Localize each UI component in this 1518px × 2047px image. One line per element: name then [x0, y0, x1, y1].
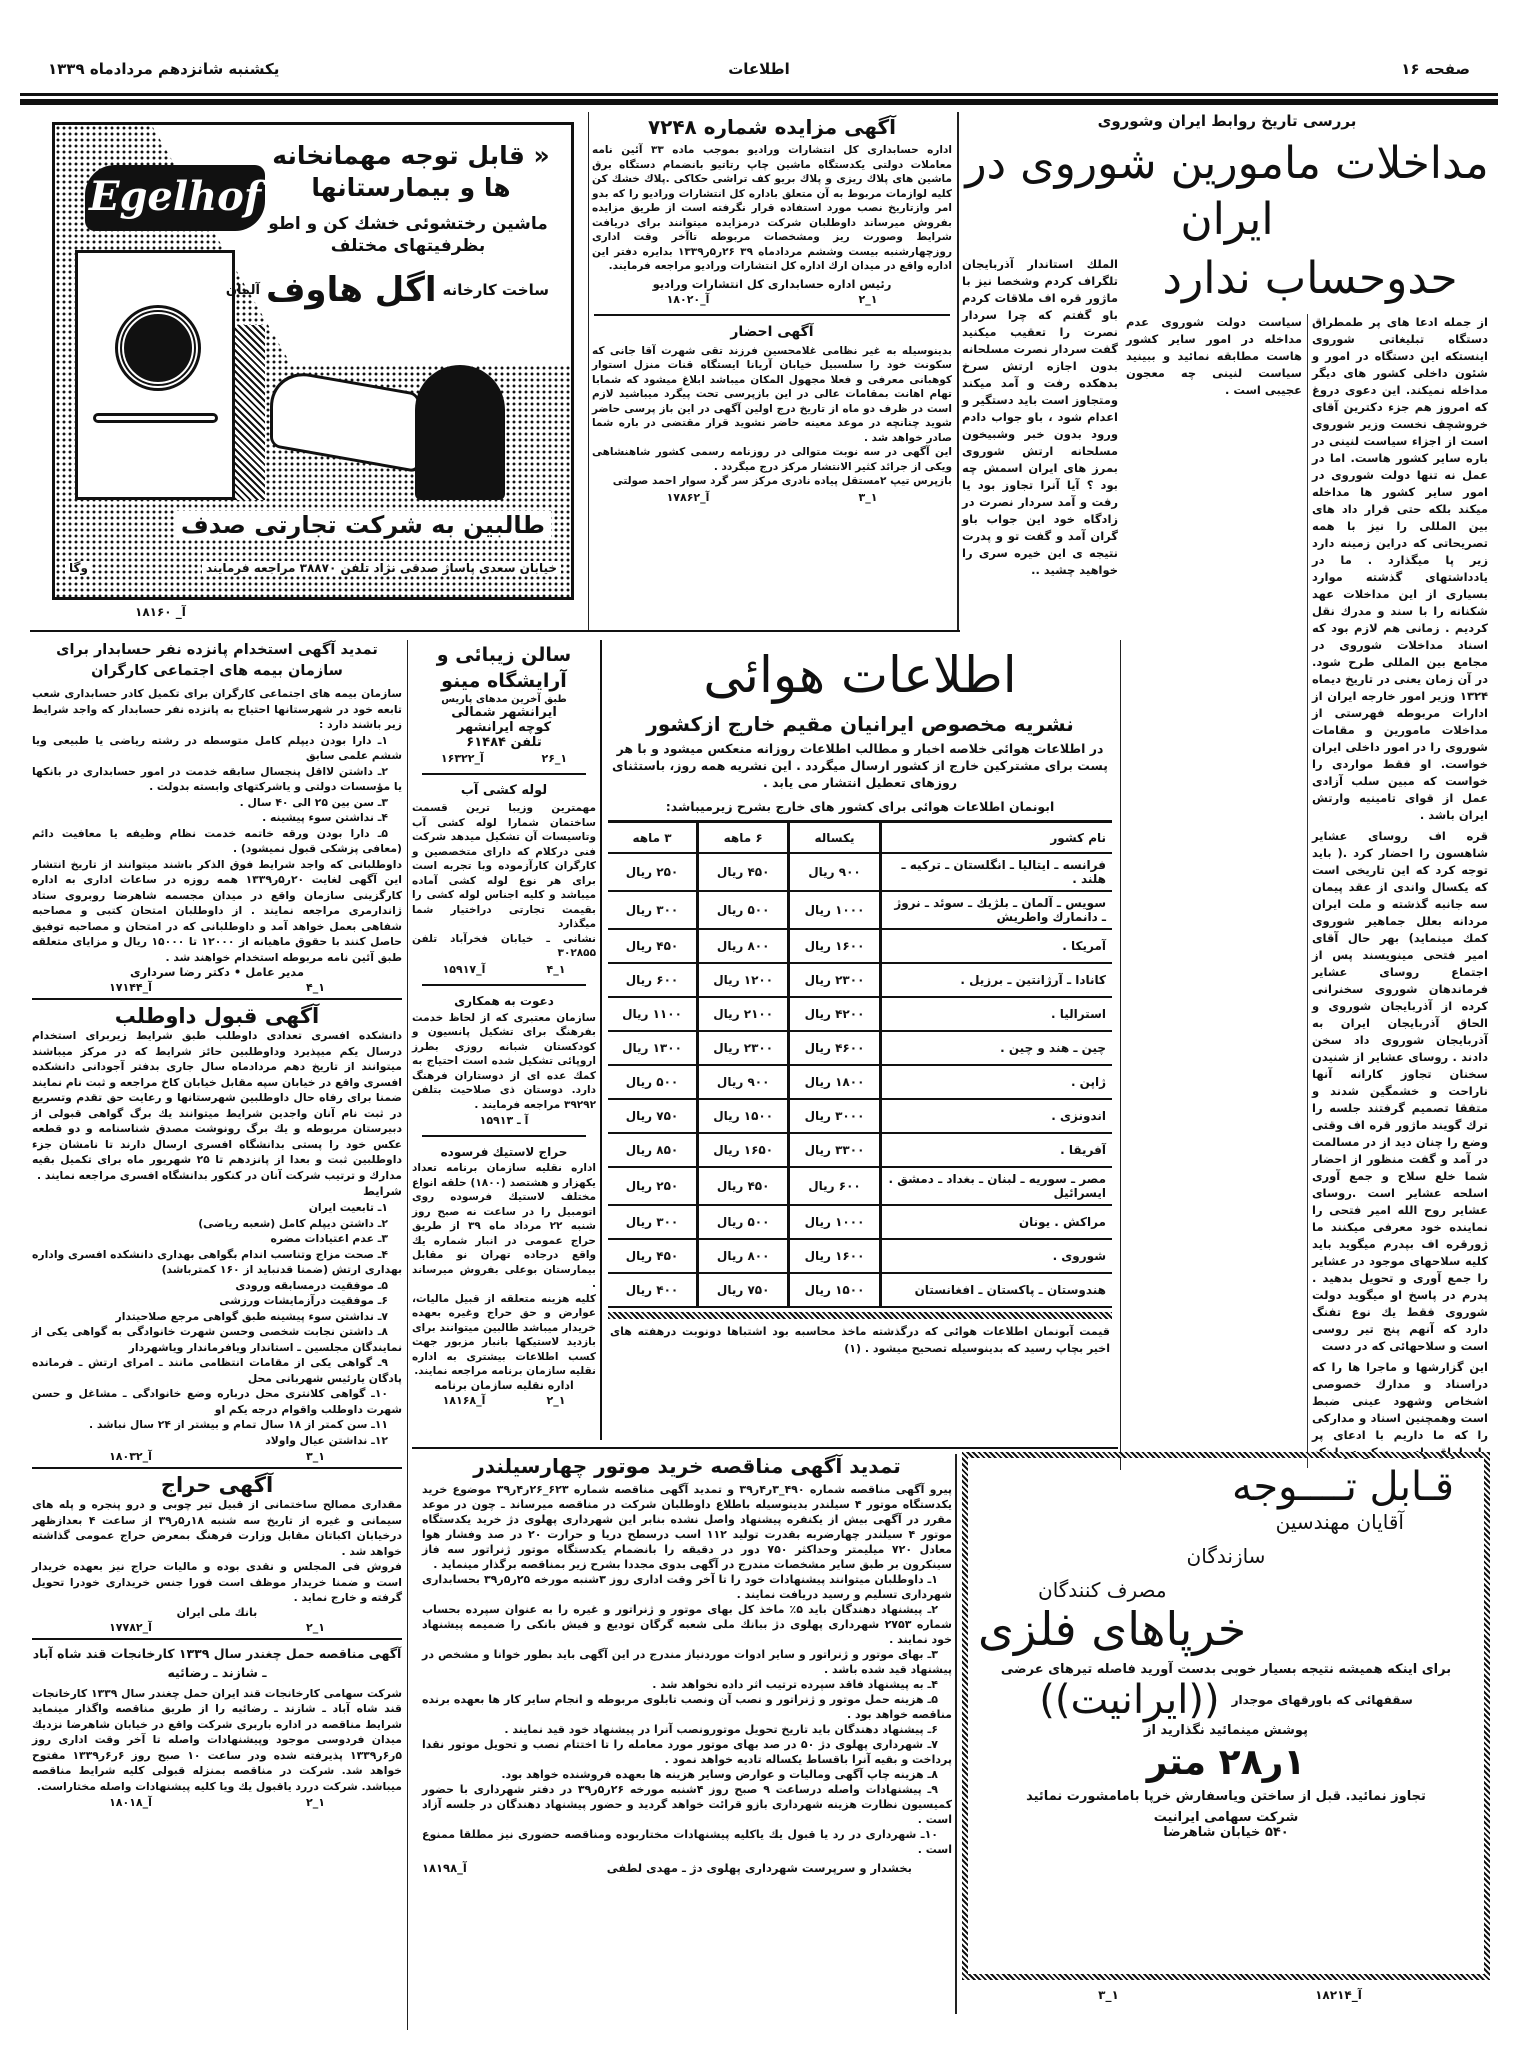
rate-cell: ۵۰۰ ریال [698, 891, 789, 929]
plumbing-title: لوله کشی آب [460, 783, 548, 798]
rates-row [608, 929, 1112, 963]
article-column-3 [962, 256, 1118, 579]
rates-table [608, 820, 1112, 1308]
ad-run: ۱_۲ [306, 1620, 325, 1634]
rate-cell: ۸۵۰ ریال [608, 1133, 698, 1167]
iranite-product: خرپاهای فلزی [978, 1602, 1247, 1656]
rate-cell: ۲۳۰۰ ریال [698, 1031, 789, 1065]
country-cell: آمریکا . [880, 929, 1112, 963]
ad-code: آ ـ ۱۵۹۱۳ [479, 1114, 529, 1127]
issue-date: یکشنبه شانزدهم مردادماه ۱۳۳۹ [48, 60, 280, 78]
rate-cell: ۵۰۰ ریال [608, 1065, 698, 1099]
auction-body: اداره حسابداری کل انتشارات ورادیو بموجب ماده ۳۳ آئین نامه معاملات دولتی یکدستگاه ماشین چاپ رتاتیو بانضمام دستگاه برق ماشین های پلاك ریزی و پلاك بریو کف تراشی حکاکی .پلاك خشك کن کلیه لوازمات مربوط به آن متعلق باداره کل انتشارات ورادیو را که بدو امر وازتاریخ نصب مورد استفاده قرار نگرفته است از طریق مزایده بفروش میرساند داوطلبان شرکت درمزایده میتوانند برای دریافت شرایط وصورت ریز ومشخصات مربوطه تاآخر وقت اداری روزچهارشنبه بیست وششم مردادماه ۳۹ ۲۶ر۵ر۱۳۳۹ بدایره دفتر این اداره واقع در میدان ارك اداره کل انتشارات ورادیو مراجعه فرمایند. [592, 144, 953, 272]
shadow-hatching [235, 325, 265, 500]
rate-cell: ۱۳۰۰ ریال [608, 1031, 698, 1065]
rate-cell: ۴۲۰۰ ریال [789, 997, 880, 1031]
ad-run: ۱_۳ [858, 490, 878, 504]
list-item: ۲ـ داشتن لااقل پنجسال سابقه خدمت در امور حسابداری در بانکها یا مؤسسات دولتی و یاشرکتهای وابسته بدولت . [32, 764, 402, 793]
country-cell: کانادا ـ آرژانتین ـ برزیل . [880, 963, 1112, 997]
iranite-ref [1000, 1988, 1460, 2002]
maker-name: اگل هاوف [265, 270, 437, 310]
list-item: ۴ـ نداشتن سوء پیشینه . [262, 811, 388, 824]
motor-title: تمدید آگهی مناقصه خرید موتور چهارسیلندر [473, 1454, 901, 1478]
rates-row [608, 1239, 1112, 1273]
summons-signature: بازپرس تیپ ۲مستقل پیاده نادری مرکز سر گرد سوار احمد صولتی [612, 475, 952, 487]
rate-cell: ۱۸۰۰ ریال [789, 1065, 880, 1099]
rate-cell: ۹۰۰ ریال [698, 1065, 789, 1099]
country-cell: چین ـ هند و چین . [880, 1031, 1112, 1065]
rate-cell: ۴۵۰ ریال [608, 1239, 698, 1273]
havaei-subtitle: نشریه مخصوص ایرانیان مقیم خارج ازکشور [646, 712, 1074, 736]
rate-cell: ۴۵۰ ریال [608, 929, 698, 963]
middle-top-notices [592, 115, 952, 504]
maker-label: ساخت کارخانه [442, 281, 549, 299]
rates-row [608, 1273, 1112, 1307]
rates-row [608, 997, 1112, 1031]
cooperation-title: دعوت به همکاری [454, 993, 554, 1008]
hiring-body: سازمان بیمه های اجتماعی کارگران برای تکمیل کادر حسابداری شعب تابعه خود در شهرستانها احتیاج به پانزده نفر حسابدار که واجد شرایط زیر باشند دارد : [32, 687, 402, 731]
list-item: ۱۲ـ نداشتن عیال واولاد [265, 1433, 388, 1447]
list-item: ۱۱ـ سن کمتر از ۱۸ سال تمام و بیشتر از ۲۴ سال نباشد . [88, 1418, 388, 1431]
iranite-line: آقایان مهندسین [1275, 1510, 1404, 1534]
iranite-company: شرکت سهامی ایرانیت [1153, 1810, 1299, 1825]
motor-body: پیرو آگهی مناقصه شماره ۴۹۰_۳ر۴ر۳۹ و تمدید آگهی مناقصه شماره ۶۲۳_۲۶ر۴ر۳۹ موضوع خرید یکدستگاه موتور ۴ سیلندر بدینوسیله باطلاع داوطلبان شرکت در مناقصه میرساند ـ چون در موعد مقرر در آگهی بیش از یکنفره پیشنهاد واصل نشده بنابر این شهرداری پهلوی دژ خرید یکدستگاه موتور ۴ سیلندر چهارضربه بقدرت تولید ۱۱۲ اسب درسطح دریا و حرارت ۲۰ در صد وفشار هوا معادل ۷۲۰ میلیمتر وحداکثر ۷۵۰ دور در دقیقه را بانضمام یکدستگاه موتور ژنراتور سه فاز سینکرون بر طبق سایر مشخصات مندرج در آگهی بدوی مجددا بشرح زیر بمناقصه برگذار مینماید . [422, 1483, 953, 1571]
ad-run: ۱_۳ [306, 1450, 325, 1463]
list-item: ۵ـ هزینه حمل موتور و ژنراتور و نصب آن ونصب تابلوی مربوطه و انجام سایر کار ها بعهده برنده مناقصه خواهد بود . [422, 1693, 952, 1721]
plumbing-body: مهمترین وزیبا ترین قسمت ساختمان شمارا لوله کشی آب وتاسیسات آن تشکیل میدهد شرکت فنی درکلام که دارای متخصصین و کارگران کارآزموده وبا تجربه است برای هر نوع لوله کشی آماده میباشد و کلیه اجناس لوله کشی را بقیمت تجارتی دراختیار شما میگذارد [412, 802, 596, 930]
rates-row [608, 853, 1112, 891]
iranite-line: سقفهائی که باورقهای موجدار [1231, 1693, 1413, 1707]
country-cell: ژاپن . [880, 1065, 1112, 1099]
summons-title: آگهی احضار [730, 323, 814, 340]
ad-code: آ_۱۷۱۴۴ [109, 981, 152, 994]
egelhof-advertisement [52, 122, 574, 600]
rate-cell: ۱۱۰۰ ریال [608, 997, 698, 1031]
iranite-line: پوشش مینمائید نگذارید از [1144, 1723, 1308, 1738]
salon-line: کوچه ایرانشهر [456, 720, 552, 735]
rate-cell: ۲۵۰ ریال [608, 1167, 698, 1205]
article-kicker: بررسی تاریخ روابط ایران وشوروی [1097, 112, 1357, 130]
salon-phone: تلفن ۶۱۴۸۴ [466, 735, 542, 750]
article-paragraph: الملك استاندار آذربایجان تلگراف کردم وشخصا نیز با ماژور قره اف ملاقات کردم باو گفتم که چرا سردار نصرت را تعقیب میکنید گفت سردار نصرت مسلحانه بدون اجازه ارتش سرخ بدهکده رفت و آمد میکند ومتجاوز است باید دستگیر و اعدام شود ، باو جواب دادم ورود بدون خبر وشبیخون مسلحانه ارتش شوروی بمرز های ایران اسمش چه بود ؟ آیا آنرا تجاوز بود یا رفت و آمد سردار نصرت در زادگاه خود این جواب باو گران آمد و گفت تو و پدرت نتیجه ی این خیره سری را خواهید چشید .. [962, 257, 1118, 577]
havaei-rates-intro: ابونمان اطلاعات هوائی برای کشور های خارج بشرح زیرمیباشد: [665, 799, 1055, 814]
rate-cell: ۱۵۰۰ ریال [789, 1273, 880, 1307]
article-headline: مداخلات مامورین شوروی در ایران [965, 138, 1489, 245]
havaei-title: اطلاعات هوائی [703, 646, 1017, 704]
article-paragraph: این گزارشها و ماجرا ها را که دراسناد و مدارك خصوصی اشخاص وشهود عینی ضبط است وهمچنین اسناد و مدارکی را که ما داریم با ادعای پر طمطراق رادیو مسکو در اینکه سیاست دولت شوروی عدم مداخله در امور سایر کشور هاست مطابقه نمائید و ببینید سیاست لنینی چه معجون عجیبی است . [1126, 315, 1488, 1459]
summons-body-2: این آگهی در سه نوبت متوالی در روزنامه رسمی کشور شاهنشاهی ویکی از جرائد کثیر الانتشار مرکز درج میگردد . [592, 446, 952, 473]
country-cell: مراکش . یونان [880, 1205, 1112, 1239]
country-cell: سویس ـ آلمان ـ بلژیك ـ سوئد ـ نروژ ـ دانمارك واطریش [880, 891, 1112, 929]
agency-mark: وگا [65, 561, 92, 575]
egelhof-footer [65, 561, 561, 575]
ad-code: آ_۱۸۱۶۸ [442, 1393, 486, 1407]
ad-code: آ_۱۶۳۲۲ [440, 752, 484, 765]
country-cell: فرانسه ـ ایتالیا ـ انگلستان ـ ترکیه ـ هلند . [880, 853, 1112, 891]
list-item: ۲ـ پیشنهاد دهندگان باید ۵٪ ماخذ کل بهای موتور و ژنراتور و غیره را به عنوان سپرده بحساب شماره ۲۷۵۳ شهرداری پهلوی دژ ببانك ملی شعبه گرگان تودیع و فیش بانکی را ضمیمه پیشنهاد خود نمایند . [422, 1603, 952, 1646]
ad-run: ۱_۴ [306, 981, 325, 994]
havaei-intro: در اطلاعات هوائی خلاصه اخبار و مطالب اطلاعات روزانه منعکس میشود و با هر پست برای مشترکین خارج از کشور ارسال میگردد . این نشریه همه روز، باستثنای روزهای تعطیل انتشار می یابد . [612, 741, 1108, 790]
iranite-advertisement [962, 1452, 1490, 1980]
iranite-line: سازندگان [1186, 1544, 1266, 1568]
beet-title: آگهی مناقصه حمل چغندر سال ۱۳۳۹ کارخانجات قند شاه آباد ـ شازند ـ رضائیه [32, 1645, 402, 1680]
article-columns [1126, 314, 1488, 1468]
masthead: اطلاعات [728, 60, 790, 78]
rate-cell: ۱۶۰۰ ریال [789, 1239, 880, 1273]
rates-column-header: یکساله [789, 823, 880, 853]
egelhof-maker [226, 270, 549, 310]
rate-cell: ۳۰۰۰ ریال [789, 1099, 880, 1133]
country-cell: آفریقا . [880, 1133, 1112, 1167]
egelhof-address: خیابان سعدی پاساژ صدقی نژاد تلفن ۳۸۸۷۰ مراجعه فرمایند [202, 561, 561, 575]
rates-row [608, 891, 1112, 929]
rate-cell: ۱۰۰۰ ریال [789, 1205, 880, 1239]
rate-cell: ۷۵۰ ریال [608, 1099, 698, 1133]
hiring-title: تمدید آگهی استخدام پانزده نفر حسابدار برای سازمان بیمه های اجتماعی کارگران [56, 642, 378, 679]
iranite-brand: ((ایرانیت)) [1039, 1677, 1220, 1723]
rates-column-header: ۳ ماهه [608, 823, 698, 853]
article-subheadline: حدوحساب ندارد [1162, 253, 1458, 304]
list-item: ۷ـ نداشتن سوء پیشینه طبق گواهی مرجع صلاحیتدار [115, 1309, 388, 1323]
left-column [32, 640, 402, 1809]
conditions-label: شرایط [362, 1184, 402, 1198]
list-item: ۷ـ شهرداری پهلوی دژ ۵۰ در صد بهای موتور مورد معامله را تا اختتام نصب و تحویل موتور نقدا پرداخت و بقیه آنرا باقساط یکساله تادیه خواهد نمود . [422, 1738, 952, 1766]
auction-title: آگهی مزایده شماره ۷۲۴۸ [647, 115, 897, 139]
ironing-machine-body [415, 365, 505, 500]
small-ads-column [412, 642, 596, 1407]
ad-code: آ_۱۸۰۳۲ [109, 1450, 152, 1463]
egelhof-headline: « قابل توجه مهمانخانه ها و بیمارستانها [272, 141, 550, 202]
ad-run: ۱_۲ [546, 1393, 566, 1407]
iranite-line: تجاوز نمائید. قبل از ساختن ویاسفارش خرپا بامامشورت نمائید [1026, 1789, 1426, 1804]
rate-cell: ۵۰۰ ریال [698, 1205, 789, 1239]
rate-cell: ۳۰۰ ریال [608, 1205, 698, 1239]
list-item: ۳ـ عدم اعتیادات مضره [270, 1232, 388, 1245]
tires-body-2: کلیه هزینه متعلقه از قبیل مالیات، عوارض و حق حراج وغیره بعهده خریدار میباشد طالبین میتوانند برای بازدید لاستیکها بانبار مزبور جهت کسب اطلاعات بیشتری به اداره نقلیه سازمان برنامه مراجعه نمایند. [412, 1292, 596, 1377]
rates-row [608, 1031, 1112, 1065]
divider [594, 314, 950, 316]
rates-row [608, 1167, 1112, 1205]
maker-country: آلمان [225, 282, 260, 298]
havaei-subscription-box [600, 640, 1118, 1440]
rate-cell: ۸۰۰ ریال [698, 1239, 789, 1273]
country-cell: اندونزی . [880, 1099, 1112, 1133]
ironing-machine-illustration [270, 367, 420, 473]
header-rule-thick [20, 99, 1498, 105]
list-item: ۱ـ داوطلبان میتوانند پیشنهادات خود را تا آخر وقت اداری روز ۳شنبه مورخه ۲۵ر۵ر۳۹ بحسابداری شهرداری تسلیم و رسید دریافت نمایند . [422, 1573, 952, 1601]
ad-code: آ_۱۷۸۶۲ [666, 490, 710, 504]
rate-cell: ۳۳۰۰ ریال [789, 1133, 880, 1167]
tires-title: حراج لاستیك فرسوده [440, 1145, 568, 1159]
rate-cell: ۷۵۰ ریال [698, 1273, 789, 1307]
article-paragraph: قره اف روسای عشایر شاهسون را احضار کرد .( باید توجه کرد که این تاریخی است که یکسال واندی از عقد پیمان سه جانبه گذشته و ملت ایران مردانه بعلل جماهیر شوروی کمك مینماید) بهر حال آقای امیر فتحی مینویسند پس از اجتماع روسای عشایر فرماندهان شوروی سخنرانی کرده از آذربایجان شوروی و الحاق آذربایجان ایران به آذربایجان شوروی داد سخن دادند . روسای عشایر از شنیدن سخنان تجاوز کارانه آنها ناراحت و خشمگین شدند و متفقا تصمیم گرفتند جلسه را ترك گویند ماژور قره اف وقتی وضع را چنان دید از در مسالمت در آمد و گفت منظور از احضار شما خلع سلاح و جمع آوری اسلحه عشایر است .روسای عشایر روح الله امیر فتحی را نماینده خود معرفی میکنند ما ژورقره اف بپدرم میگوید باید کلیه سلاحهای موجود در عشایر را جمع آوری و تحویل بدهید . پدرم در پاسخ او میگوید دولت شوروی فقط یك نوع تفنگ دارد که آنهم پنج تیر روسی است و سلاحهائی که در دست [1312, 829, 1488, 1353]
list-item: ۱ـ تابعیت ایران [308, 1201, 388, 1214]
rate-cell: ۴۶۰۰ ریال [789, 1031, 880, 1065]
ad-code: آ_۱۸۰۱۸ [109, 1796, 152, 1809]
volunteer-body: دانشکده افسری تعدادی داوطلب طبق شرایط زیربرای استخدام درسال یکم میپذیرد وداوطلبین حائز شرایط که در مرکز میباشند میتوانند از تاریخ دهم مردادماه سال جاری بدفتر آجودانی دانشکده افسری واقع در خیابان سپه مقابل خیابان کاخ مراجعه و ثبت نام نمایند ضمنا برای رفاه حال داوطلبین شهرستانها و رعایت حق تقدم وتسریع در ثبت نام آنان واجدین شرایط میتوانند یك برگ گواهی قبولی از دبیرستان مربوطه و یك برگ رونوشت مصدق شناسنامه و دو قطعه عکس خود را پستی بدانشگاه افسری ارسال دارند تا نامشان جزء داوطلبین ثبت و بعدا از پانزدهم تا ۲۵ شهریور ماه برای تکمیل بقیه مدارك و ترتیب شرکت آنان در کنکور بدانشگاه افسری مراجعه نمایند . [32, 1029, 402, 1182]
list-item: ۵ـ موفقیت درمسابقه ورودی [235, 1278, 388, 1292]
main-article [962, 112, 1492, 248]
rate-cell: ۱۶۵۰ ریال [698, 1133, 789, 1167]
summons-notice [592, 324, 952, 504]
rates-row [608, 1099, 1112, 1133]
rate-cell: ۹۰۰ ریال [789, 853, 880, 891]
auction-signature: رئیس اداره حسابداری کل انتشارات ورادیو [652, 276, 892, 291]
rates-column-header: نام کشور [880, 823, 1112, 853]
iranite-address: ۵۴۰ خیابان شاهرضا [1163, 1825, 1289, 1840]
list-item: ۱ـ دارا بودن دیپلم کامل متوسطه در رشته ریاضی یا طبیعی ویا ششم علمی سابق [32, 733, 402, 762]
plumbing-address: نشانی ـ خیابان فخرآباد تلفن ۳۰۲۸۵۵ [412, 932, 596, 959]
salon-title: سالن زیبائی و آرایشگاه مینو [436, 644, 572, 692]
rates-row [608, 1133, 1112, 1167]
list-item: ۶ـ موفقیت درآزمایشات ورزشی [219, 1294, 388, 1307]
ad-code: آ_۱۵۹۱۷ [442, 962, 486, 976]
country-cell: شوروی . [880, 1239, 1112, 1273]
rates-row [608, 1205, 1112, 1239]
list-item: ۸ـ داشتن نجابت شخصی وحسن شهرت خانوادگی به گواهی یکی از نمایندگان مجلسین ـ استاندار ویافرماندار ویاشهردار [32, 1325, 402, 1354]
rate-cell: ۸۰۰ ریال [698, 929, 789, 963]
haraj-body: مقداری مصالح ساختمانی از قبیل تیر چوبی و درو پنجره و پله های سیمانی و غیره از تاریخ سه شنبه ۱۸ر۵ر۳۹ از ساعت ۴ بعدازظهر درخیابان اکباتان مقابل وزارت فرهنگ بمعرض حراج عمومی گذاشته خواهد شد . [32, 1498, 402, 1558]
country-cell: استرالیا . [880, 997, 1112, 1031]
salon-line: ایرانشهر شمالی [451, 705, 557, 720]
washing-machine-illustration [75, 250, 235, 500]
rate-cell: ۴۵۰ ریال [698, 853, 789, 891]
tires-body: اداره نقلیه سازمان برنامه تعداد یکهزار و هشتصد (۱۸۰۰) حلقه انواع مختلف لاستیك فرسوده روی اتومبیل را در ساعت نه صبح روز شنبه ۲۲ مرداد ماه ۳۹ از طریق حراج عمومی در انبار شماره یك واقع درجاده تهران نو مقابل بیمارستان بوعلی بفروش میرساند . [412, 1162, 596, 1290]
rate-cell: ۱۵۰۰ ریال [698, 1099, 789, 1133]
ad-run: ۱_۲ [306, 1796, 325, 1809]
auction-notice [592, 115, 952, 306]
ad-run: ۱_۴ [546, 962, 566, 976]
page-number: صفحه ۱۶ [1401, 60, 1470, 78]
egelhof-subtitle: ماشین رختشوئی خشك کن و اطو بظرفیتهای مختلف [268, 214, 548, 256]
ad-code: آ_۱۸۲۱۴ [1315, 1988, 1362, 2002]
rate-cell: ۳۰۰ ریال [608, 891, 698, 929]
ad-code: آ_۱۷۷۸۲ [109, 1620, 152, 1634]
list-item: ۱۰ـ شهرداری در رد یا قبول یك یاکلیه پیشنهادات مختاربوده ومناقصه حضوری نیز مطلقا ممنوع است . [422, 1828, 952, 1856]
iranite-line: برای اینکه همیشه نتیجه بسیار خوبی بدست آورید فاصله تیرهای عرضی [1000, 1662, 1452, 1677]
list-item: ۹ـ پیشنهادات واصله درساعت ۹ صبح روز ۴شنبه مورخه ۲۶ر۵ر۳۹ در دفتر شهرداری با حضور کمیسیون نظارت هزینه شهرداری بازو قرائت خواهد گردید و حضور پیشنهاد دهندگان در جلسه آزاد است . [422, 1783, 952, 1826]
rate-cell: ۴۰۰ ریال [608, 1273, 698, 1307]
motor-tender-notice [422, 1454, 952, 1875]
beet-body: شرکت سهامی کارخانجات قند ایران حمل چغندر سال ۱۳۳۹ کارخانجات قند شاه آباد ـ شازند ـ رضائیه را از طریق مناقصه واگذار مینماید شرایط مناقصه در اداره باربری شرکت واقع در خیابان شاهرضا نزدیك میدان فردوسی موجود وپیشنهادات واصله تا آخر وقت اداری روز ۵ر۶ر۱۳۳۹ پذیرفته شده ودر ساعت ۱۰ صبح روز ۶ر۶ر۱۳۳۹ مفتوح خواهد شد. شرکت در مناقصه بمنزله قبولی کلیه شرایط مناقصه میباشد. شرکت دررد یاقبول یك ویا کلیه پیشنهادات واصله مختاراست. [32, 1686, 402, 1793]
volunteer-title: آگهی قبول داوطلب [114, 1004, 320, 1028]
list-item: ۱۰ـ گواهی کلانتری محل درباره وضع خانوادگی ـ مشاغل و حسن شهرت داوطلب واقوام درجه یکم او [32, 1387, 402, 1416]
salon-line: طبق آخرین مدهای پاریس [441, 694, 567, 705]
haraj-body-2: فروش فی المجلس و نقدی بوده و مالیات حراج نیز بعهده خریدار است و ضمنا خریدار موظف است فورا جنس خریداری خودرا تحویل گرفته و خارج نماید . [32, 1560, 402, 1604]
rate-cell: ۶۰۰ ریال [789, 1167, 880, 1205]
egelhof-dealer: طالبین به شرکت تجارتی صدف [175, 511, 551, 539]
rate-cell: ۲۵۰ ریال [608, 853, 698, 891]
rate-cell: ۴۵۰ ریال [698, 1167, 789, 1205]
rate-cell: ۲۱۰۰ ریال [698, 997, 789, 1031]
rates-row [608, 963, 1112, 997]
ad-run: ۱_۲۶ [541, 752, 568, 765]
list-item: ۸ـ هزینه چاپ آگهی ومالیات و عوارض وسایر هزینه ها بعهده فروشنده خواهد بود. [501, 1768, 938, 1781]
haraj-title: آگهی حراج [160, 1473, 274, 1497]
article-paragraph: از جمله ادعا های پر طمطراق دستگاه تبلیغاتی شوروی اینستکه این دستگاه در امور و شئون داخلی کشور های دیگر مداخله نمیکند. این دعوی دروغ که امروز هم جزء دکترین آقای خروشچف نخست وزیر شوروی است از اجزاء سیاست لنینی در باره سایر کشور هاست. اما در عمل نه تنها دولت شوروی در امور سایر کشور ها مداخله میکند بلکه حتی قرار داد های بین المللی را نیز با همه تصریحاتی که دراین زمینه دارد زیر پا میگذارد . ما در یادداشتهای گذشته موارد بسیاری از این مداخلات عهد شکنانه را با سند و مدرك نقل کردیم . زمانی هم لازم بود که اسناد مداخلات شوروی در مجامع بین المللی طرح شود. در آن زمان یعنی در تاریخ دیماه ۱۳۲۴ وزیر امور خارجه ایران از ادارات مربوطه فهرستی از مداخلات مامورین و مقامات شوروی را در امور داخلی ایران خواست. او فقط مواردی را خواست که مبین سلب آزادی عمل از قوای تامینیه وارتش ایران باشد . [1312, 315, 1488, 822]
list-item: ۴ـ صحت مزاج وتناسب اندام بگواهی بهداری دانشکده افسری واداره بهداری ارتش (ضمنا قدنباید از ۱۶۰ کمترباشد) [32, 1247, 402, 1276]
rate-cell: ۶۰۰ ریال [608, 963, 698, 997]
rate-cell: ۲۳۰۰ ریال [789, 963, 880, 997]
iranite-title: قـابل تــــوجه [1231, 1464, 1454, 1510]
list-item: ۳ـ بهای موتور و ژنراتور و سایر ادوات موردنیاز مندرج در این آگهی باید بطور خوانا و مشخص در پیشنهاد قید شده باشد . [422, 1648, 952, 1676]
iranite-measure: ۱ر۲۸ متر [1146, 1742, 1306, 1783]
rate-cell: ۱۰۰۰ ریال [789, 891, 880, 929]
iranite-line: مصرف کنندگان [1038, 1578, 1167, 1602]
country-cell: هندوستان ـ پاکستان ـ افغانستان [880, 1273, 1112, 1307]
rates-column-header: ۶ ماهه [698, 823, 789, 853]
ad-code: آ_۱۸۱۹۸ [422, 1861, 467, 1875]
list-item: ۵ـ دارا بودن ورقه خاتمه خدمت نظام وظیفه یا معافیت دائم (معافی پزشکی قبول نمیشود) . [32, 826, 402, 855]
list-item: ۶ـ پیشنهاد دهندگان باید تاریخ تحویل موتورونصب آنرا در پیشنهاد خود قید نمایند . [504, 1723, 938, 1736]
rates-row [608, 1065, 1112, 1099]
haraj-signature: بانك ملی ایران [176, 1605, 258, 1619]
summons-body: بدینوسیله به غیر نظامی غلامحسین فرزند تقی شهرت آقا جانی که سکونت خود را سلسبیل خیابان آریانا ایستگاه قنات منزل استوار کوهبانی معرفی و فعلا مجهول المکان میباشد ابلاغ میشود که شمابا تهام اهانت بمقامات عالی در این بازپرسی تحت پیگرد میباشید لازم است در ظرف دو ماه از تاریخ درج اولین آگهی در این باز پرسی حاضر شوید چنانچه در موعد معینه حاضر نشوید قرار مقتضی در باره شما صادر خواهد شد . [592, 344, 952, 444]
ad-code: آ_ ۱۸۱۶۰ [135, 605, 186, 619]
rate-cell: ۱۲۰۰ ریال [698, 963, 789, 997]
ad-run: ۱_۳ [1098, 1988, 1119, 2002]
list-item: ۳ـ سن بین ۲۵ الی ۴۰ سال . [239, 795, 388, 809]
rate-cell: ۱۶۰۰ ریال [789, 929, 880, 963]
motor-signature: بخشدار و سرپرست شهرداری پهلوی دژ ـ مهدی لطفی [606, 1861, 912, 1875]
hiring-signature: مدیر عامل • دکتر رضا سرداری [129, 965, 305, 979]
ad-code: آ_۱۸۰۲۰ [666, 292, 710, 306]
country-cell: مصر ـ سوریه ـ لبنان ـ بغداد ـ دمشق . ایسرائیل [880, 1167, 1112, 1205]
egelhof-logo: Egelhof [85, 165, 265, 231]
header-rule [20, 93, 1498, 96]
ad-run: ۱_۲ [858, 292, 878, 306]
havaei-correction-note: قیمت آبونمان اطلاعات هوائی که درگذشته ماخذ محاسبه بود اشتباها دونوبت درهفته های اخیر بچاپ رسید که بدینوسیله تصحیح میشود . (۱) [610, 1325, 1110, 1355]
hiring-body-2: داوطلبانی که واجد شرایط فوق الذکر باشند میتوانند از تاریخ انتشار این آگهی لغایت ۲۰ر۵ر۱۳۳۹ همه روزه در ساعات اداری به اداره کارگزینی سازمان واقع در میدان مجسمه شاهرضا روبروی ستاد ژاندارمری مراجعه نمایند . از داوطلبان امتحان کتبی و مصاحبه شفاهی بعمل خواهد آمد و داوطلبانی که در امتحان و مصاحبه توفیق حاصل کنند با حقوق ماهیانه از ۱۲۰۰۰ تا ۱۵۰۰۰ ریال و مزایای متعلقه طبق آئین نامه مربوطه استخدام خواهند شد . [32, 857, 403, 964]
cooperation-body: سازمان معتبری که از لحاظ خدمت بفرهنگ برای تشکیل پانسیون و کودکستان شبانه روزی بطرز اروپائی تشکیل شده است احتیاج به کمك عده ای از دوستاران فرهنگ دارد. دوستان ذی صلاحیت بتلفن ۳۹۲۹۲ مراجعه فرمایند . [412, 1011, 596, 1111]
list-item: ۲ـ داشتن دیپلم کامل (شعبه ریاضی) [198, 1216, 388, 1230]
list-item: ۴ـ به پیشنهاد فاقد سپرده ترتیب اثر داده نخواهد شد . [652, 1678, 938, 1691]
tires-signature: اداره نقلیه سازمان برنامه [434, 1378, 574, 1392]
list-item: ۹ـ گواهی یکی از مقامات انتظامی مانند ـ امرای ارتش ـ فرمانده پادگان یارئیس شهربانی محل [32, 1356, 402, 1385]
